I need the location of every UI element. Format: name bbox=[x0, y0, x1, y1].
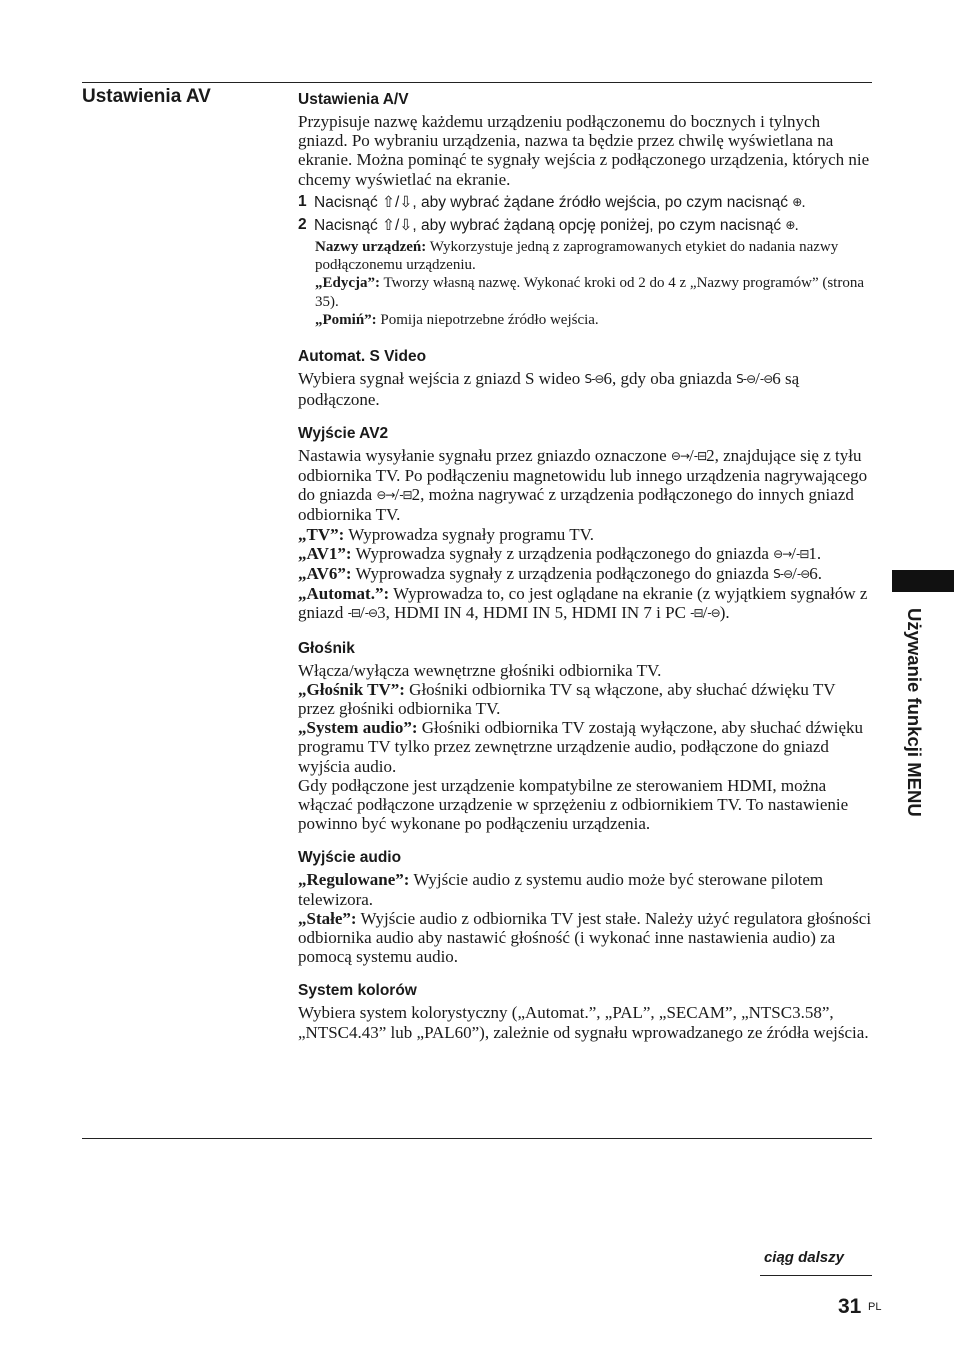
color-system-heading: System kolorów bbox=[298, 982, 417, 1000]
av2-option-av6-text: Wyprowadza sygnały z urządzenia podłączonego do gniazda bbox=[351, 563, 774, 583]
audio-option-fixed-text: Wyjście audio z odbiornika TV jest stałe. Należy użyć regulatora głośności odbiornika audio aby nastawić głośność (i wykonać inne nastawienia audio) za pomocą systemu audio. bbox=[298, 908, 872, 967]
av2-output-description bbox=[298, 446, 872, 525]
s-video-heading: Automat. S Video bbox=[298, 348, 427, 366]
av2-option-auto-end: ). bbox=[719, 603, 730, 623]
option-edit-text: Tworzy własną nazwę. Wykonać kroki od 2 do 4 z „Nazwy programów” (strona 35). bbox=[315, 275, 865, 310]
separator: / bbox=[791, 543, 796, 563]
speaker-heading: Głośnik bbox=[298, 639, 355, 657]
audio-output-heading: Wyjście audio bbox=[298, 849, 402, 867]
bottom-rule bbox=[82, 1138, 872, 1139]
av2-output-heading: Wyjście AV2 bbox=[298, 424, 389, 442]
av-settings-block bbox=[298, 90, 872, 329]
separator: / bbox=[792, 563, 797, 583]
color-system-description: Wybiera system kolorystyczny („Automat.”, „PAL”, „SECAM”, „NTSC3.58”, „NTSC4.43” lub „PAL60”), zależnie od sygnału wprowadzanego ze źródła wejścia. bbox=[298, 1003, 869, 1042]
option-device-names-label: Nazwy urządzeń: bbox=[315, 238, 427, 255]
continued-rule bbox=[760, 1275, 872, 1276]
speaker-option-tv-text: Głośniki odbiornika TV są włączone, aby słuchać dźwięku TV przez głośniki odbiornika TV. bbox=[298, 679, 836, 718]
speaker-option-audio-system-text: Głośniki odbiornika TV zostają wyłączone, aby słuchać dźwięku programu TV tylko przez zewnętrzne urządzenie audio, podłączone do gniazd wyjścia audio. bbox=[298, 718, 863, 776]
av-settings-heading: Ustawienia A/V bbox=[298, 91, 409, 108]
av2-option-av1-end: 1. bbox=[808, 543, 822, 563]
separator: / bbox=[689, 445, 694, 465]
continued-label: ciąg dalszy bbox=[763, 1249, 844, 1266]
video-input-icon: -⊖ bbox=[707, 606, 720, 621]
s-video-text-2: 6, gdy oba gniazda bbox=[603, 369, 737, 389]
page-language: PL bbox=[868, 1301, 882, 1313]
av-jack-icon: -⊟ bbox=[399, 488, 412, 503]
step-1-end: . bbox=[801, 193, 806, 211]
step-2 bbox=[298, 214, 872, 237]
option-device-names bbox=[315, 238, 872, 275]
av-settings-intro: Przypisuje nazwę każdemu urządzeniu podłączonemu do bocznych i tylnych gniazd. Po wybraniu urządzenia, nazwa ta będzie przez chwilę wyświetlana na ekranie. Można pominąć te sygnały wejścia z podłączonego urządzenia, których nie chcemy wyświetlać na ekranie. bbox=[298, 112, 870, 189]
speaker-hdmi-note: Gdy podłączone jest urządzenie kompatybilne ze sterowaniem HDMI, można włączać podłączone urządzenie w sprzężeniu z odbiornikiem TV. To nastawienie powinno być wykonane po podłączeniu urządzenia. bbox=[298, 775, 849, 834]
side-tab-marker bbox=[892, 570, 954, 592]
av2-option-auto bbox=[298, 584, 872, 623]
option-list bbox=[315, 238, 872, 329]
ok-button-icon: ⊕ bbox=[785, 217, 795, 232]
speaker-description: Włącza/wyłącza wewnętrzne głośniki odbiornika TV. bbox=[298, 660, 662, 680]
audio-option-variable-text: Wyjście audio z systemu audio może być sterowane pilotem telewizora. bbox=[298, 870, 824, 909]
step-1-number: 1 bbox=[298, 192, 307, 210]
speaker-option-audio-system-label: „System audio”: bbox=[298, 718, 418, 738]
s-video-text bbox=[298, 369, 872, 408]
option-skip-text: Pomija niepotrzebne źródło wejścia. bbox=[376, 312, 599, 328]
av2-option-auto-label: „Automat.”: bbox=[298, 584, 390, 604]
s-video-text-3: 6 są podłączone. bbox=[298, 369, 800, 409]
av2-option-av6-label: „AV6”: bbox=[298, 563, 352, 583]
step-1-instruction: Nacisnąć ⇧/⇩, aby wybrać żądane źródło wejścia, po czym nacisnąć bbox=[314, 193, 788, 211]
step-2-instruction: Nacisnąć ⇧/⇩, aby wybrać żądaną opcję poniżej, po czym nacisnąć bbox=[314, 216, 782, 234]
av2-option-auto-text: Wyprowadza to, co jest oglądane na ekranie (z wyjątkiem sygnałów z gniazd bbox=[298, 584, 868, 623]
av-jack-icon: -⊟ bbox=[690, 606, 703, 621]
step-1 bbox=[298, 191, 872, 214]
audio-output-block bbox=[298, 848, 872, 966]
separator: / bbox=[394, 485, 400, 505]
av2-option-tv bbox=[298, 525, 872, 544]
av-jack-icon: -⊟ bbox=[693, 448, 707, 463]
s-video-text-1: Wybiera sygnał wejścia z gniazd S wideo bbox=[298, 369, 585, 389]
av-jack-icon: -⊟ bbox=[795, 546, 809, 561]
av2-option-av6 bbox=[298, 564, 872, 584]
av2-text-2: 2, znajdujące się z tyłu odbiornika TV. Po podłączeniu magnetowidu lub innego urządzenia nagrywającego do gniazda bbox=[298, 445, 868, 505]
video-input-icon: -⊖ bbox=[759, 372, 773, 387]
s-video-block bbox=[298, 347, 872, 408]
video-input-icon: -⊖ bbox=[364, 606, 378, 621]
s-video-input-icon: S-⊖ bbox=[736, 372, 756, 387]
option-device-names-text: Wykorzystuje jedną z zaprogramowanych etykiet do nadania nazwy podłączonemu urządzeniu. bbox=[315, 238, 839, 274]
settings-content bbox=[298, 90, 872, 1042]
audio-option-variable bbox=[298, 870, 872, 908]
output-jack-icon: ⊖→ bbox=[376, 488, 395, 503]
option-edit bbox=[315, 274, 872, 311]
av2-option-av1 bbox=[298, 544, 872, 564]
output-jack-icon: ⊖→ bbox=[670, 448, 690, 463]
step-2-text bbox=[314, 214, 799, 237]
av2-option-av1-label: „AV1”: bbox=[298, 543, 352, 563]
separator: / bbox=[755, 369, 760, 389]
separator: / bbox=[359, 603, 365, 623]
step-1-text bbox=[314, 191, 806, 214]
av2-text-3: 2, można nagrywać z urządzenia podłączonego do innych gniazd odbiornika TV. bbox=[298, 485, 854, 525]
section-title: Ustawienia AV bbox=[82, 86, 211, 107]
color-system-block bbox=[298, 981, 872, 1041]
top-rule bbox=[82, 82, 872, 83]
av-jack-icon: -⊟ bbox=[347, 606, 360, 621]
step-2-end: . bbox=[794, 216, 799, 234]
video-input-icon: -⊖ bbox=[796, 566, 810, 581]
av2-output-block bbox=[298, 424, 872, 624]
speaker-block bbox=[298, 639, 872, 834]
step-2-number: 2 bbox=[298, 215, 307, 233]
separator: / bbox=[702, 603, 708, 623]
option-skip bbox=[315, 311, 872, 329]
s-video-input-icon: S-⊖ bbox=[584, 372, 604, 387]
av2-option-tv-text: Wyprowadza sygnały programu TV. bbox=[344, 524, 594, 544]
output-jack-icon: ⊖→ bbox=[773, 546, 792, 561]
audio-option-variable-label: „Regulowane”: bbox=[298, 870, 410, 890]
option-edit-label: „Edycja”: bbox=[315, 275, 380, 292]
speaker-option-audio-system bbox=[298, 718, 872, 776]
av2-option-av6-end: 6. bbox=[809, 563, 823, 583]
speaker-option-tv bbox=[298, 680, 872, 718]
av2-option-tv-label: „TV”: bbox=[298, 524, 345, 544]
av2-text-1: Nastawia wysyłanie sygnału przez gniazdo oznaczone bbox=[298, 445, 671, 465]
av2-option-auto-mid: 3, HDMI IN 4, HDMI IN 5, HDMI IN 7 i PC bbox=[377, 603, 691, 623]
option-skip-label: „Pomiń”: bbox=[315, 312, 377, 328]
s-video-input-icon: S-⊖ bbox=[773, 566, 793, 581]
ok-button-icon: ⊕ bbox=[792, 194, 802, 209]
audio-option-fixed bbox=[298, 909, 872, 967]
speaker-option-tv-label: „Głośnik TV”: bbox=[298, 679, 405, 699]
av2-option-av1-text: Wyprowadza sygnały z urządzenia podłączonego do gniazda bbox=[351, 543, 774, 563]
audio-option-fixed-label: „Stałe”: bbox=[298, 908, 357, 928]
side-section-label: Używanie funkcji MENU bbox=[904, 608, 925, 817]
page-number: 31 bbox=[838, 1295, 862, 1318]
